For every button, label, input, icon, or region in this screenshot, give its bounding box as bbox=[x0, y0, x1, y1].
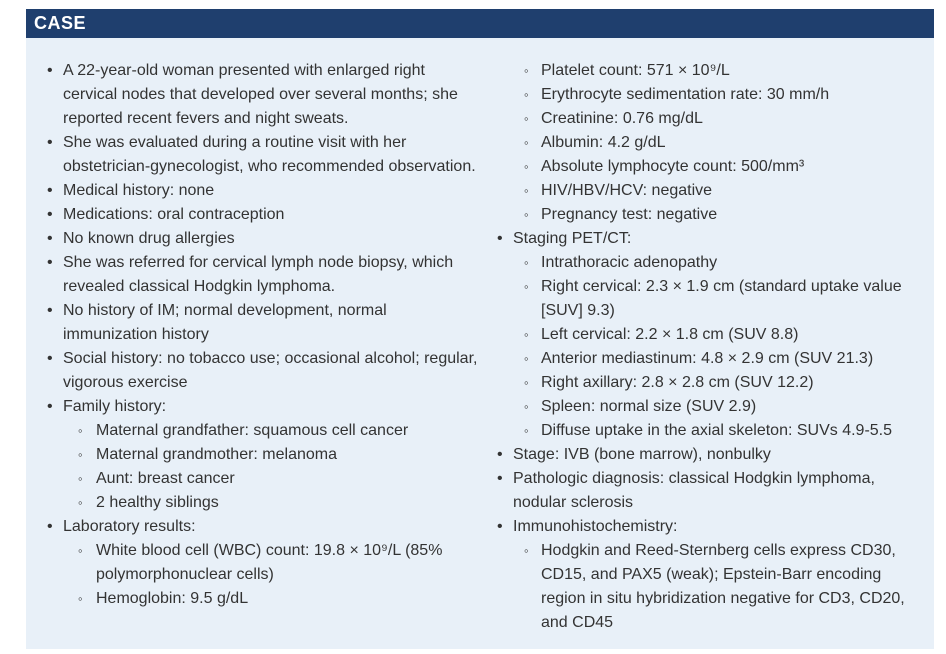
sub-bullet-icon: ◦ bbox=[78, 471, 83, 486]
sub-bullet-icon: ◦ bbox=[524, 399, 529, 414]
sub-bullet-icon: ◦ bbox=[524, 183, 529, 198]
item-text: Creatinine: 0.76 mg/dL bbox=[541, 110, 703, 127]
item-text: Stage: IVB (bone marrow), nonbulky bbox=[513, 446, 771, 463]
list-item bbox=[40, 131, 480, 179]
item-text: 2 healthy siblings bbox=[96, 494, 219, 511]
list-item bbox=[40, 251, 480, 299]
bullet-icon: • bbox=[47, 518, 53, 535]
sub-list-item bbox=[490, 323, 930, 347]
sub-bullet-icon: ◦ bbox=[78, 591, 83, 606]
item-text: Diffuse uptake in the axial skeleton: SUVs 4.9-5.5 bbox=[541, 422, 893, 439]
bullet-icon: • bbox=[47, 350, 53, 367]
list-item bbox=[40, 395, 480, 419]
item-text: Pathologic diagnosis: classical Hodgkin lymphoma, nodular sclerosis bbox=[513, 470, 875, 511]
bullet-icon: • bbox=[497, 230, 503, 247]
sub-list-item bbox=[490, 419, 930, 443]
sub-bullet-icon: ◦ bbox=[524, 279, 529, 294]
item-text: No history of IM; normal development, normal immunization history bbox=[63, 302, 387, 343]
sub-bullet-icon: ◦ bbox=[78, 543, 83, 558]
sub-bullet-icon: ◦ bbox=[524, 375, 529, 390]
item-text: Albumin: 4.2 g/dL bbox=[541, 134, 666, 151]
sub-list-item bbox=[40, 467, 480, 491]
list-item bbox=[40, 227, 480, 251]
sub-list-item bbox=[490, 59, 930, 83]
sub-list-item bbox=[40, 443, 480, 467]
item-text: Right cervical: 2.3 × 1.9 cm (standard uptake value [SUV] 9.3) bbox=[541, 278, 902, 319]
item-text: Erythrocyte sedimentation rate: 30 mm/h bbox=[541, 86, 830, 103]
list-item bbox=[40, 203, 480, 227]
sub-bullet-icon: ◦ bbox=[524, 111, 529, 126]
sub-bullet-icon: ◦ bbox=[524, 327, 529, 342]
sub-bullet-icon: ◦ bbox=[524, 87, 529, 102]
sub-list-item bbox=[490, 83, 930, 107]
list-item bbox=[490, 467, 930, 515]
bullet-icon: • bbox=[47, 230, 53, 247]
item-text: White blood cell (WBC) count: 19.8 × 10⁹/L (85% polymorphonuclear cells) bbox=[96, 542, 443, 583]
case-title: CASE bbox=[34, 13, 87, 33]
item-text: She was evaluated during a routine visit with her obstetrician-gynecologist, who recommended observation. bbox=[63, 134, 476, 175]
bullet-icon: • bbox=[47, 62, 53, 79]
sub-list-item bbox=[40, 539, 480, 587]
item-text: Hemoglobin: 9.5 g/dL bbox=[96, 590, 249, 607]
item-text: Platelet count: 571 × 10⁹/L bbox=[541, 62, 730, 79]
item-text: Maternal grandfather: squamous cell cancer bbox=[96, 422, 409, 439]
item-text: Laboratory results: bbox=[63, 518, 196, 535]
sub-list-item bbox=[490, 395, 930, 419]
bullet-icon: • bbox=[497, 470, 503, 487]
list-item bbox=[40, 299, 480, 347]
list-item bbox=[490, 515, 930, 539]
item-text: Intrathoracic adenopathy bbox=[541, 254, 718, 271]
item-text: Staging PET/CT: bbox=[513, 230, 632, 247]
bullet-icon: • bbox=[47, 398, 53, 415]
sub-bullet-icon: ◦ bbox=[78, 495, 83, 510]
item-text: Maternal grandmother: melanoma bbox=[96, 446, 338, 463]
sub-list-item bbox=[490, 347, 930, 371]
item-text: Right axillary: 2.8 × 2.8 cm (SUV 12.2) bbox=[541, 374, 814, 391]
sub-bullet-icon: ◦ bbox=[524, 351, 529, 366]
sub-list-item bbox=[490, 131, 930, 155]
sub-bullet-icon: ◦ bbox=[78, 423, 83, 438]
item-text: Medications: oral contraception bbox=[63, 206, 285, 223]
item-text: She was referred for cervical lymph node biopsy, which revealed classical Hodgkin lymphoma. bbox=[63, 254, 454, 295]
sub-list-item bbox=[490, 107, 930, 131]
sub-list-item bbox=[490, 275, 930, 323]
item-text: Left cervical: 2.2 × 1.8 cm (SUV 8.8) bbox=[541, 326, 799, 343]
list-item bbox=[40, 347, 480, 395]
item-text: Immunohistochemistry: bbox=[513, 518, 678, 535]
item-text: Hodgkin and Reed-Sternberg cells express CD30, CD15, and PAX5 (weak); Epstein-Barr encoding region in situ hybridization negative for CD3, CD20, and CD45 bbox=[541, 542, 905, 631]
sub-list-item bbox=[490, 371, 930, 395]
bullet-icon: • bbox=[47, 206, 53, 223]
list-item bbox=[490, 227, 930, 251]
item-text: Absolute lymphocyte count: 500/mm³ bbox=[541, 158, 805, 175]
sub-bullet-icon: ◦ bbox=[524, 423, 529, 438]
sub-list-item bbox=[490, 179, 930, 203]
case-header bbox=[26, 9, 934, 38]
sub-list-item bbox=[40, 587, 480, 611]
sub-bullet-icon: ◦ bbox=[524, 63, 529, 78]
sub-list-item bbox=[40, 491, 480, 515]
bullet-icon: • bbox=[47, 302, 53, 319]
item-text: Family history: bbox=[63, 398, 167, 415]
item-text: Anterior mediastinum: 4.8 × 2.9 cm (SUV 21.3) bbox=[541, 350, 874, 367]
item-text: Social history: no tobacco use; occasional alcohol; regular, vigorous exercise bbox=[63, 350, 478, 391]
right-column bbox=[490, 59, 930, 635]
item-text: No known drug allergies bbox=[63, 230, 235, 247]
item-text: A 22-year-old woman presented with enlarged right cervical nodes that developed over several months; she reported recent fevers and night sweats. bbox=[63, 62, 458, 127]
list-item bbox=[490, 443, 930, 467]
sub-bullet-icon: ◦ bbox=[78, 447, 83, 462]
item-text: Spleen: normal size (SUV 2.9) bbox=[541, 398, 757, 415]
bullet-icon: • bbox=[47, 254, 53, 271]
item-text: Medical history: none bbox=[63, 182, 215, 199]
sub-list-item bbox=[40, 419, 480, 443]
sub-bullet-icon: ◦ bbox=[524, 543, 529, 558]
sub-list-item bbox=[490, 251, 930, 275]
list-item bbox=[40, 59, 480, 131]
sub-list-item bbox=[490, 155, 930, 179]
list-item bbox=[40, 179, 480, 203]
sub-bullet-icon: ◦ bbox=[524, 207, 529, 222]
sub-bullet-icon: ◦ bbox=[524, 255, 529, 270]
sub-bullet-icon: ◦ bbox=[524, 159, 529, 174]
bullet-icon: • bbox=[497, 518, 503, 535]
bullet-icon: • bbox=[47, 134, 53, 151]
sub-list-item bbox=[490, 203, 930, 227]
sub-list-item bbox=[490, 539, 930, 635]
item-text: Pregnancy test: negative bbox=[541, 206, 718, 223]
left-column bbox=[40, 59, 480, 611]
bullet-icon: • bbox=[47, 182, 53, 199]
list-item bbox=[40, 515, 480, 539]
item-text: Aunt: breast cancer bbox=[96, 470, 235, 487]
item-text: HIV/HBV/HCV: negative bbox=[541, 182, 713, 199]
sub-bullet-icon: ◦ bbox=[524, 135, 529, 150]
bullet-icon: • bbox=[497, 446, 503, 463]
